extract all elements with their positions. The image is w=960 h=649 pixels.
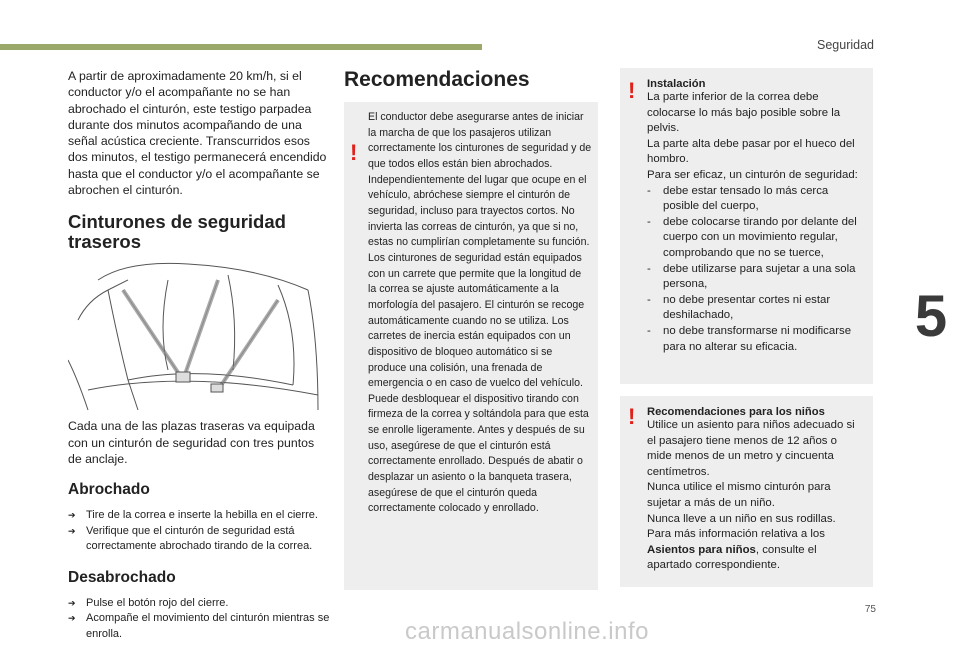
unfastening-steps bbox=[68, 596, 330, 643]
chapter-number: 5 bbox=[914, 284, 948, 349]
children-p4: Para más información relativa a los Asientos para niños, consulte el apartado correspondiente. bbox=[647, 528, 825, 572]
children-p1: Utilice un asiento para niños adecuado si el pasajero tiene menos de 12 años o mide menos de un metro y cincuenta centímetros. bbox=[647, 419, 855, 478]
page-number: 75 bbox=[864, 604, 876, 615]
rear-belts-title-line2: traseros bbox=[68, 231, 142, 253]
arrow-bullet-icon: ➔ bbox=[68, 510, 76, 521]
children-title: Recomendaciones para los niños bbox=[647, 406, 825, 418]
list-item: ➔ Tire de la correa e inserte la hebilla en el cierre. bbox=[68, 508, 330, 524]
rear-belts-title bbox=[68, 212, 330, 252]
header-bar bbox=[0, 44, 482, 50]
children-box bbox=[620, 396, 873, 587]
arrow-bullet-icon: ➔ bbox=[68, 613, 76, 624]
chapter-tab bbox=[902, 256, 960, 378]
intro-paragraph: A partir de aproximadamente 20 km/h, si el conductor y/o el acompañante no se han abrochado el cinturón, este testigo parpadea durante dos minutos acompañando de una señal acústica creciente. Transcurridos esos dos minutos, el testigo permanecerá encendido hasta que el conductor y/o el acompañante se abrochen el cinturón. bbox=[68, 69, 327, 198]
installation-p1: La parte inferior de la correa debe colocarse lo más bajo posible sobre la pelvis. bbox=[647, 91, 841, 135]
installation-box bbox=[620, 68, 873, 384]
arrow-bullet-icon: ➔ bbox=[68, 525, 76, 536]
list-item: - no debe presentar cortes ni estar deshilachado, bbox=[647, 293, 831, 322]
arrow-bullet-icon: ➔ bbox=[68, 597, 76, 608]
unfastening-title: Desabrochado bbox=[68, 568, 176, 586]
recommendations-title: Recomendaciones bbox=[344, 68, 530, 91]
children-p3: Nunca lleve a un niño en sus rodillas. bbox=[647, 512, 836, 525]
rear-belts-title-line1: Cinturones de seguridad bbox=[68, 211, 286, 233]
watermark: carmanualsonline.info bbox=[405, 618, 649, 645]
warning-icon: ! bbox=[628, 78, 636, 103]
children-p2: Nunca utilice el mismo cinturón para sujetar a más de un niño. bbox=[647, 481, 831, 509]
installation-p2: La parte alta debe pasar por el hueco del hombro. bbox=[647, 137, 855, 166]
list-item: ➔ Pulse el botón rojo del cierre. bbox=[68, 596, 330, 612]
column-3 bbox=[620, 68, 873, 587]
warning-icon: ! bbox=[628, 404, 636, 429]
list-item: ➔ Verifique que el cinturón de seguridad está correctamente abrochado tirando de la correa. bbox=[68, 524, 313, 553]
installation-p3: Para ser eficaz, un cinturón de seguridad: bbox=[647, 168, 858, 181]
fastening-title: Abrochado bbox=[68, 481, 150, 499]
list-item: ➔ Acompañe el movimiento del cinturón mientras se enrolla. bbox=[68, 612, 330, 640]
list-item: - debe colocarse tirando por delante del cuerpo con un movimiento regular, comprobando que no se tuerce, bbox=[647, 215, 857, 259]
list-item: - debe estar tensado lo más cerca posible del cuerpo, bbox=[647, 184, 829, 213]
rear-seat-illustration bbox=[68, 260, 324, 414]
recommendations-box bbox=[344, 102, 598, 590]
installation-title: Instalación bbox=[647, 78, 706, 90]
list-item: - debe utilizarse para sujetar a una sola persona, bbox=[647, 262, 856, 291]
installation-list bbox=[647, 184, 863, 356]
recommendations-text: El conductor debe asegurarse antes de iniciar la marcha de que los pasajeros utilizan correctamente los cinturones de seguridad y de que todos ellos están bien abrochados. Independientemente del lugar que ocupe en el vehículo, abróchese siempre el cinturón de seguridad, incluso para trayectos cortos. No invierta las correas de cinturón, ya que si no, estas no cumplirían completamente su función. Los cinturones de seguridad están equipados con un carrete que permite que la longitud de la correa se ajuste automáticamente a la morfología del pasajero. El cinturón se recoge automáticamente cuando no se utiliza. Los carretes de inercia están equipados con un dispositivo de bloqueo automático si se produce una colisión, una frenada de emergencia o en caso de vuelco del vehículo. Puede desbloquear el dispositivo tirando con firmeza de la correa y soltándola para que esta se enrolle ligeramente. Antes y después de su uso, asegúrese de que el cinturón está correctamente enrollado. Después de abatir o desplazar un asiento o la banqueta trasera, asegúrese de que el cinturón queda correctamente colocado y enrollado. bbox=[368, 111, 592, 515]
caption: Cada una de las plazas traseras va equipada con un cinturón de seguridad con tres puntos de anclaje. bbox=[68, 419, 315, 466]
column-2 bbox=[344, 68, 598, 590]
section-label: Seguridad bbox=[817, 38, 874, 52]
column-1 bbox=[68, 68, 330, 642]
list-item: - no debe transformarse ni modificarse para no alterar su eficacia. bbox=[647, 324, 852, 353]
fastening-steps bbox=[68, 508, 330, 555]
warning-icon: ! bbox=[350, 140, 358, 165]
child-seats-link-text: Asientos para niños bbox=[647, 543, 756, 556]
